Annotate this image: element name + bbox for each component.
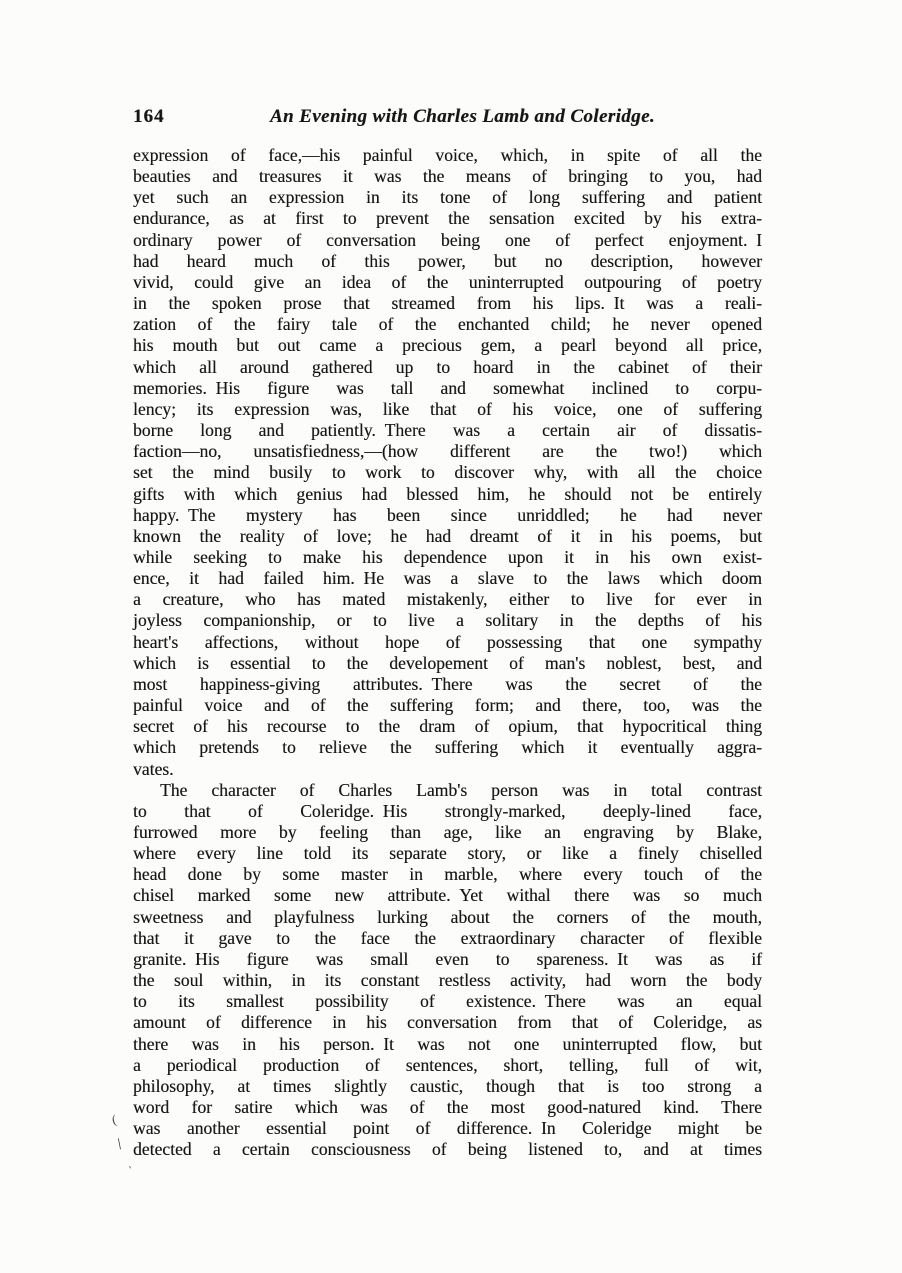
text-line: most happiness-giving attributes. There was the secret of the (133, 673, 762, 694)
text-line: joyless companionship, or to live a solitary in the depths of his (133, 610, 762, 631)
text-line: a periodical production of sentences, short, telling, full of wit, (133, 1054, 762, 1075)
text-line: ence, it had failed him. He was a slave to the laws which doom (133, 568, 762, 589)
text-line: memories. His figure was tall and somewhat inclined to corpu- (133, 377, 762, 398)
text-line: happy. The mystery has been since unriddled; he had never (133, 504, 762, 525)
text-line: word for satire which was of the most good-natured kind. There (133, 1097, 762, 1118)
text-line: granite. His figure was small even to spareness. It was as if (133, 948, 762, 969)
paragraph-1 (133, 145, 762, 780)
text-line: set the mind busily to work to discover why, with all the choice (133, 462, 762, 483)
body-text (133, 145, 762, 1161)
page-header (133, 106, 762, 132)
text-line: expression of face,—his painful voice, which, in spite of all the (133, 145, 762, 165)
text-line: beauties and treasures it was the means of bringing to you, had (133, 166, 762, 187)
text-line: detected a certain consciousness of being listened to, and at times (133, 1139, 762, 1160)
text-line: that it gave to the face the extraordinary character of flexible (133, 927, 762, 948)
text-line: endurance, as at first to prevent the sensation excited by his extra- (133, 208, 762, 229)
text-line: which all around gathered up to hoard in the cabinet of their (133, 356, 762, 377)
text-line: there was in his person. It was not one uninterrupted flow, but (133, 1033, 762, 1054)
text-line: ordinary power of conversation being one of perfect enjoyment. I (133, 229, 762, 250)
text-line: the soul within, in its constant restless activity, had worn the body (133, 970, 762, 991)
text-line: which is essential to the developement of man's noblest, best, and (133, 652, 762, 673)
paragraph-2 (133, 780, 762, 1161)
text-line: heart's affections, without hope of possessing that one sympathy (133, 631, 762, 652)
text-line: where every line told its separate story, or like a finely chiselled (133, 843, 762, 864)
text-line: sweetness and playfulness lurking about the corners of the mouth, (133, 906, 762, 927)
text-line: while seeking to make his dependence upon it in his own exist- (133, 546, 762, 567)
scan-artifact-mark: ( (110, 1111, 119, 1128)
text-line: philosophy, at times slightly caustic, though that is too strong a (133, 1075, 762, 1096)
text-line: painful voice and of the suffering form; and there, too, was the (133, 695, 762, 716)
text-line: chisel marked some new attribute. Yet withal there was so much (133, 885, 762, 906)
text-line: in the spoken prose that streamed from his lips. It was a reali- (133, 293, 762, 314)
text-line: vivid, could give an idea of the uninterrupted outpouring of poetry (133, 271, 762, 292)
scan-artifact-mark: ˎ (127, 1154, 137, 1170)
text-line: which pretends to relieve the suffering which it eventually aggra- (133, 737, 762, 758)
text-line: gifts with which genius had blessed him, he should not be entirely (133, 483, 762, 504)
text-line: furrowed more by feeling than age, like an engraving by Blake, (133, 822, 762, 842)
text-line: secret of his recourse to the dram of opium, that hypocritical thing (133, 716, 762, 737)
text-line: borne long and patiently. There was a certain air of dissatis- (133, 420, 762, 441)
text-line: his mouth but out came a precious gem, a pearl beyond all price, (133, 335, 762, 356)
text-line: The character of Charles Lamb's person was in total contrast (160, 779, 762, 800)
text-line: vates. (133, 758, 174, 779)
text-line: was another essential point of difference. In Coleridge might be (133, 1118, 762, 1139)
text-line: known the reality of love; he had dreamt of it in his poems, but (133, 525, 762, 546)
text-line: yet such an expression in its tone of long suffering and patient (133, 187, 762, 208)
scan-artifact-mark: \ (115, 1135, 123, 1154)
text-line: amount of difference in his conversation from that of Coleridge, as (133, 1012, 762, 1033)
text-line: to its smallest possibility of existence. There was an equal (133, 991, 762, 1012)
text-line: to that of Coleridge. His strongly-marked, deeply-lined face, (133, 800, 762, 821)
text-line: faction—no, unsatisfiedness,—(how different are the two!) which (133, 441, 762, 462)
running-title: An Evening with Charles Lamb and Coleridge. (269, 106, 656, 127)
text-line: head done by some master in marble, where every touch of the (133, 864, 762, 885)
page-number: 164 (133, 106, 165, 127)
text-line: a creature, who has mated mistakenly, either to live for ever in (133, 589, 762, 610)
text-line: zation of the fairy tale of the enchanted child; he never opened (133, 314, 762, 335)
text-line: lency; its expression was, like that of his voice, one of suffering (133, 398, 762, 419)
text-line: had heard much of this power, but no description, however (133, 250, 762, 271)
